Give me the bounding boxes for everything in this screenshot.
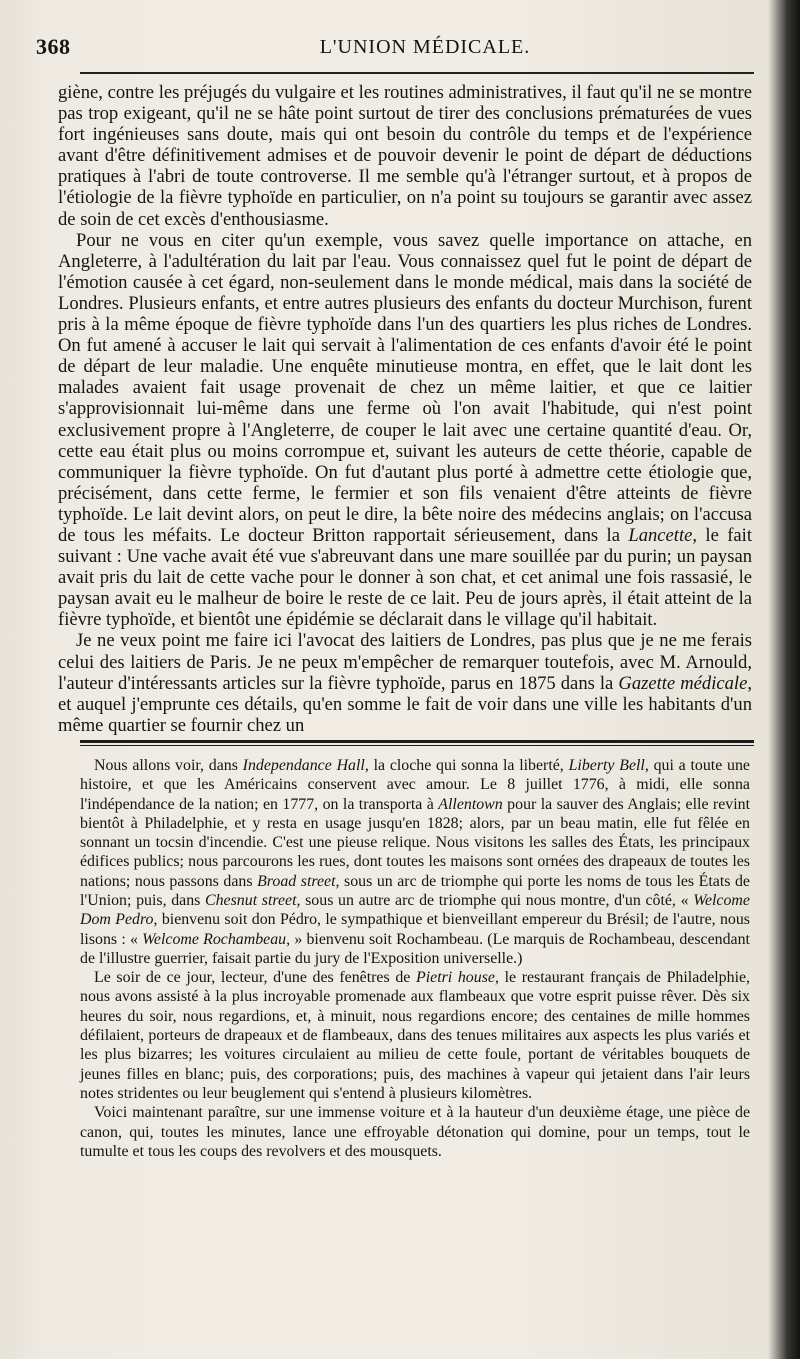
- footnote-separator: [80, 740, 754, 746]
- book-binding-edge: [786, 0, 800, 1359]
- italic-term: Lancette: [628, 524, 693, 546]
- page-header: [28, 34, 752, 64]
- italic-term: Chesnut street: [205, 891, 297, 909]
- italic-term: Broad street: [257, 872, 336, 890]
- body-text: giène, contre les préjugés du vulgaire et les routines administratives, il faut qu'il ne se montre pas trop exigeant, qu'il ne se hâte point surtout de tirer des conclusions prématurées de vues fort ingénieuses sans doute, mais qui ont besoin du contrôle du temps et de l'expérience avant d'être définitivement admises et de pouvoir devenir le point de départ de déductions pratiques à l'abri de toute controverse. Il me semble qu'à l'étranger surtout, et à propos de l'étiologie de la fièvre typhoïde en particulier, on n'a point su toujours se garantir avec assez de soin de cet excès d'enthousiasme.: [58, 82, 752, 230]
- body-text: , et auquel j'emprunte ces détails, qu'en somme le fait de voir dans une ville les habitants d'un même quartier se fournir chez un: [58, 672, 753, 736]
- italic-term: Welcome Dom Pedro: [80, 891, 750, 929]
- note-text: Voici maintenant paraître, sur une immense voiture et à la hauteur d'un deuxième étage, une pièce de canon, qui, toutes les minutes, lance une effroyable détonation qui domine, pour un temps, tout le tumulte et tous les coups des revolvers et des mousquets.: [80, 1104, 750, 1160]
- note-text: , sous un autre arc de triomphe qui nous montre, d'un côté, «: [296, 891, 689, 909]
- italic-term: Pietri house: [416, 969, 495, 987]
- note-text: Le soir de ce jour, lecteur, d'une des fenêtres de: [94, 969, 411, 987]
- italic-term: Allentown: [438, 795, 503, 813]
- body-paragraph-3: [58, 630, 752, 735]
- note-text: , qui a toute une histoire, et que les Américains conservent avec amour. Le 8 juillet 1776, à midi, elle sonna l'indépendance de la nation; en 1777, on la transporta à: [80, 756, 750, 813]
- page-number: 368: [36, 34, 71, 59]
- italic-term: Liberty Bell: [568, 756, 645, 774]
- note-text: pour la sauver des Anglais; elle revint bientôt à Philadelphie, et y resta en usage jusqu'en 1828; alors, par un beau matin, elle fut fêlée en sonnant un tocsin d'incendie. C'est une pieuse relique. Nous visitons les salles des États, les principaux édifices publics; nous parcourons les rues, dont toutes les maisons sont ornées des drapeaux de toutes les nations; nous passons dans: [80, 795, 750, 890]
- body-text: Je ne veux point me faire ici l'avocat des laitiers de Londres, pas plus que je ne me ferais celui des laitiers de Paris. Je ne peux m'empêcher de remarquer toutefois, avec M. Arnould, l'auteur d'intéressants articles sur la fièvre typhoïde, parus en 1875 dans la: [58, 630, 752, 694]
- body-text: , le fait suivant : Une vache avait été vue s'abreuvant dans une mare souillée par du purin; un paysan avait pris du lait de cette vache pour le donner à son chat, et cet animal une fois rassasié, le paysan avait eu le malheur de boire le reste de ce lait. Peu de jours après, il était atteint de la fièvre typhoïde, et bientôt une épidémie se déclarait dans le village qu'il habitait.: [58, 524, 753, 631]
- note-text: Nous allons voir, dans: [94, 756, 238, 774]
- note-text: » bienvenu soit Rochambeau. (Le marquis de Rochambeau, descendant de l'illustre guerrier, faisait partie du jury de l'Exposition universelle.): [80, 930, 750, 967]
- italic-term: Gazette médicale: [618, 672, 748, 694]
- note-paragraph-2: [80, 968, 750, 1103]
- note-text: , sous un arc de triomphe qui porte les noms de tous les États de l'Union; puis, dans: [80, 872, 750, 909]
- note-text: , la cloche qui sonna la liberté,: [364, 756, 564, 774]
- main-body: [58, 82, 752, 736]
- journal-title: L'UNION MÉDICALE.: [319, 36, 531, 58]
- footnote-body: [80, 756, 750, 1161]
- body-paragraph-1: [58, 82, 752, 230]
- italic-term: Independance Hall: [242, 756, 365, 774]
- note-text: , le restaurant français de Philadelphie, nous avons assisté à la plus incroyable promenade aux flambeaux que votre esprit puisse rêver. Dès six heures du soir, nous regardions, et, à minuit, nous regardions encore; des centaines de mille hommes défilaient, porteurs de drapeaux et de flambeaux, dans des tenues militaires aux aspects les plus variés et les plus bizarres; les voitures circulaient au milieu de cette foule, portant de véritables bouquets de jeunes filles en blanc; puis, des corporations; puis, des machines à vapeur qui jetaient dans l'air leurs notes stridentes ou leur beuglement qui s'entend à plusieurs kilomètres.: [80, 969, 751, 1102]
- italic-term: Welcome Rochambeau,: [142, 930, 291, 948]
- note-paragraph-3: [80, 1103, 750, 1161]
- note-text: , bienvenu soit don Pédro, le sympathique et bienveillant empereur du Brésil; de l'autre, nous lisons : «: [80, 911, 750, 948]
- header-rule: [80, 72, 754, 74]
- body-paragraph-2: [58, 230, 752, 631]
- body-text: Pour ne vous en citer qu'un exemple, vous savez quelle importance on attache, en Angleterre, à l'adultération du lait par l'eau. Vous connaissez quel fut le point de départ de l'émotion causée à cet égard, non-seulement dans le monde médical, mais dans la société de Londres. Plusieurs enfants, et entre autres plusieurs des enfants du docteur Murchison, furent pris à la même époque de fièvre typhoïde dans l'un des quartiers les plus riches de Londres. On fut amené à accuser le lait qui servait à l'alimentation de ces enfants d'avoir été le point de départ de leur maladie. Une enquête minutieuse montra, en effet, que le lait dont les malades avaient fait usage provenait de chez un même laitier, et que ce laitier s'approvisionnait lui-même dans une ferme où l'on avait l'habitude, qui n'est point exclusivement propre à l'Angleterre, de couper le lait avec une certaine quantité d'eau. Or, cette eau était plus ou moins corrompue et, suivant les auteurs de cette théorie, capable de communiquer la fièvre typhoïde. On fut d'autant plus porté à admettre cette étiologie que, précisément, dans cette ferme, le fermier et son fils venaient d'être atteints de fièvre typhoïde. Le lait devint alors, on peut le dire, la bête noire des médecins anglais; on l'accusa de tous les méfaits. Le docteur Britton rapportait sérieusement, dans la: [58, 229, 752, 546]
- note-paragraph-1: [80, 756, 750, 968]
